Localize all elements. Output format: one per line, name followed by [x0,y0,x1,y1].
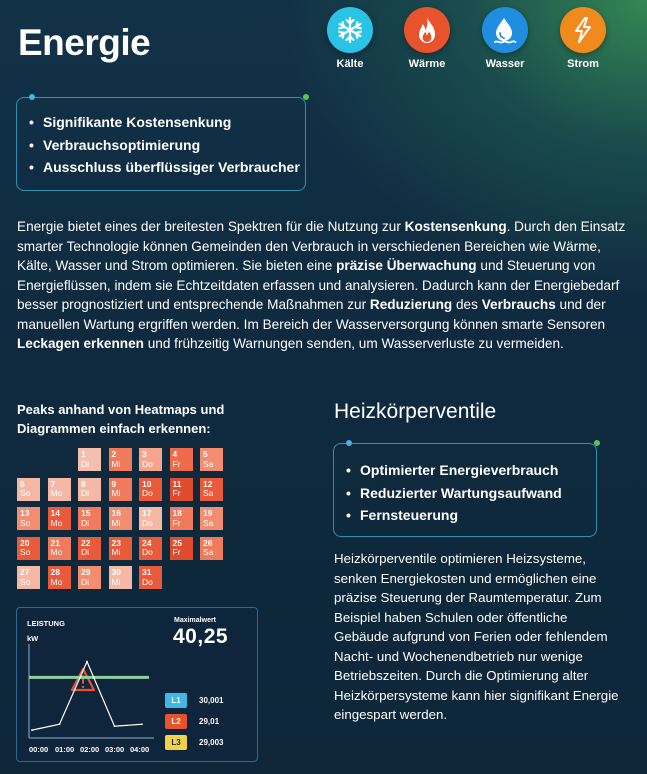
data-point [141,723,143,725]
heatmap-day: 6 So [17,478,40,501]
max-value: 40,25 [173,625,229,648]
page-title: Energie [18,22,151,63]
legend-badge: L1 [165,693,187,708]
kaelte-label: Kälte [336,58,364,70]
benefit-item: • Verbrauchsoptimierung [29,134,305,157]
benefit-item: • Fernsteuerung [346,504,596,527]
heatmap-day: 20 So [17,537,40,560]
benefit-item: • Optimierter Energieverbrauch [346,459,596,482]
series-line [32,662,142,730]
heatmap-day: 26 Sa [200,537,223,560]
heatmap-day: 14 Mo [48,507,71,530]
heatmap-day: 1 Di [78,448,101,471]
heatmap-day: 29 Di [78,566,101,589]
heatmap-day: 10 Do [139,478,162,501]
heatmap-day: 25 Fr [170,537,193,560]
wasser-label: Wasser [485,58,525,70]
benefits-box [16,97,306,191]
flame-icon [413,15,441,45]
legend-badge: L2 [165,714,187,729]
waerme-label: Wärme [408,58,446,70]
category-strom [553,7,613,70]
heizkoerper-paragraph: Heizkörperventile optimieren Heizsysteme, senken Energiekosten und ermöglichen eine präzise Steuerung der Raumtemperatur. Zum Beispiel haben Schulen oder öffentliche Gebäude aufgrund von Ferien oder fehlendem Nacht- und Wochenendbetrieb nur wenige Betriebszeiten. Durch die Optimierung alter Heizkörpersysteme kann hier signifikant Energie eingespart werden. [334,551,619,722]
legend-l2 [165,713,219,731]
x-tick-label: 02:00 [80,745,100,754]
data-point [31,729,33,731]
data-point [86,661,88,663]
heatmap-day: 28 Mo [48,566,71,589]
heatmap-day: 21 Mo [48,537,71,560]
legend-value: 30,001 [199,696,224,706]
heatmap-day: 30 Mi [109,566,132,589]
heatmap-day: 18 Fr [170,507,193,530]
wasser-circle [482,7,528,53]
heatmap-day: 5 Sa [200,448,223,471]
heizkoerper-benefits-box [333,443,597,537]
heatmap-day: 11 Fr [170,478,193,501]
heatmap-day: 27 So [17,566,40,589]
heatmap-day: 16 Mi [109,507,132,530]
chart-unit: kW [27,634,39,643]
x-tick-label: 00:00 [29,745,49,754]
heatmap-day: 23 Mi [109,537,132,560]
max-label: Maximalwert [174,617,217,624]
heatmap-day: 12 Sa [200,478,223,501]
legend-l1 [165,692,223,710]
waerme-circle [404,7,450,53]
heatmap-day: 9 Mi [109,478,132,501]
snowflake-icon [335,15,365,45]
water-drop-icon [490,15,520,45]
heatmap-day: 8 Di [78,478,101,501]
heatmap-day: 19 Sa [200,507,223,530]
x-tick-label: 01:00 [55,745,75,754]
legend-l3 [165,734,223,752]
x-tick-label: 03:00 [105,745,125,754]
strom-circle [560,7,606,53]
legend-value: 29,01 [199,717,220,727]
legend-badge: L3 [165,735,187,750]
heatmap-day: 17 Do [139,507,162,530]
heatmap-title: Peaks anhand von Heatmaps und Diagrammen einfach erkennen: [17,402,225,436]
intro-paragraph: Energie bietet eines der breitesten Spektren für die Nutzung zur Kostensenkung. Durch den Einsatz smarter Technologie können Gemeinden den Verbrauch in verschiedenen Bereichen wie Wärme, Kälte, Wasser und Strom optimieren. Sie bieten eine präzise Überwachung und Steuerung von Energieflüssen, indem sie Echtzeitdaten erfassen und analysieren. Dadurch kann der Energiebedarf besser prognostiziert und entsprechende Maßnahmen zur Reduzierung des Verbrauchs und der manuellen Wartung ergriffen werden. Im Bereich der Wasserversorgung können smarte Sensoren Leckagen erkennen und frühzeitig Warnungen senden, um Wasserverluste zu vermeiden. [17,219,626,351]
benefit-item: • Reduzierter Wartungsaufwand [346,482,596,505]
heatmap-day: 15 Di [78,507,101,530]
heatmap-day: 2 Mi [109,448,132,471]
x-tick-label: 04:00 [130,745,150,754]
section-title-heizkoerperventile: Heizkörperventile [334,400,497,423]
category-wasser [475,7,535,70]
power-chart-panel [16,607,258,762]
benefit-item: • Signifikante Kostensenkung [29,111,305,134]
heatmap-day: 24 Do [139,537,162,560]
heatmap-day: 31 Do [139,566,162,589]
strom-label: Strom [567,58,599,70]
chart-title: LEISTUNG [27,619,65,628]
data-point [114,725,116,727]
heizkoerper-benefits-list [346,459,596,527]
heatmap-day: 3 Do [139,448,162,471]
category-kaelte [320,7,380,70]
data-point [59,723,61,725]
legend-value: 29,003 [199,738,224,748]
kaelte-circle [327,7,373,53]
category-waerme [397,7,457,70]
heatmap-day: 13 So [17,507,40,530]
heatmap-day: 4 Fr [170,448,193,471]
benefits-list [29,111,305,179]
heatmap-day: 22 Di [78,537,101,560]
lightning-icon [568,15,598,45]
benefit-item: • Ausschluss überflüssiger Verbraucher [29,156,305,179]
heatmap-day: 7 Mo [48,478,71,501]
